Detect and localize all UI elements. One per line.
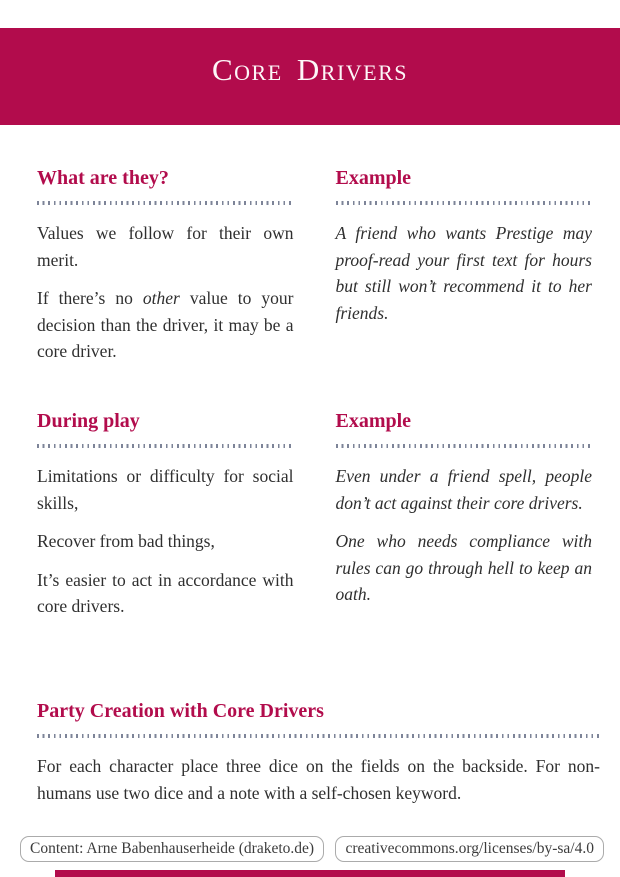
dotted-divider [37,201,294,205]
dotted-divider [37,444,294,448]
paragraph-text: value to your decision than the driver, it may be a core driver. [37,288,294,361]
paragraph: Recover from bad things, [37,531,215,551]
paragraph: A friend who wants Prestige may proof-read your first text for hours but still won’t recommend it to her friends. [335,223,592,323]
paragraph: One who needs compliance with rules can go through hell to keep an oath. [335,531,592,604]
dotted-divider [37,734,600,738]
paragraph: Values we follow for their own merit. [37,223,294,270]
content-credit-badge[interactable]: Content: Arne Babenhauserheide (draketo.de) [20,836,324,862]
paragraph [37,285,294,365]
card-title-banner [0,28,620,125]
section-party-creation [37,699,600,806]
content-row-2 [37,409,592,620]
section-heading-example-1: Example [335,167,412,189]
section-heading-example-2: Example [335,410,412,432]
paragraph-text: If there’s no [37,288,143,308]
section-heading-party-creation: Party Creation with Core Drivers [37,700,324,722]
card-title: Core Drivers [211,51,409,87]
paragraph: Limitations or difficulty for social skills, [37,466,294,513]
emphasized-word: other [142,288,180,308]
dotted-divider [336,201,593,205]
content-row-1 [37,166,592,365]
paragraph: For each character place three dice on the fields on the backside. For non-humans use two dice and a note with a self-chosen keyword. [37,756,600,803]
section-heading-during-play: During play [37,410,140,432]
section-example-2 [336,409,593,620]
license-link-badge[interactable]: creativecommons.org/licenses/by-sa/4.0 [335,836,604,862]
next-card-banner-edge [55,870,565,877]
section-example-1 [336,166,593,365]
paragraph: It’s easier to act in accordance with core drivers. [37,569,294,616]
section-heading-what-are-they: What are they? [37,167,169,189]
dotted-divider [336,444,593,448]
section-during-play [37,409,294,620]
paragraph: Even under a friend spell, people don’t act against their core drivers. [335,466,592,513]
section-what-are-they [37,166,294,365]
